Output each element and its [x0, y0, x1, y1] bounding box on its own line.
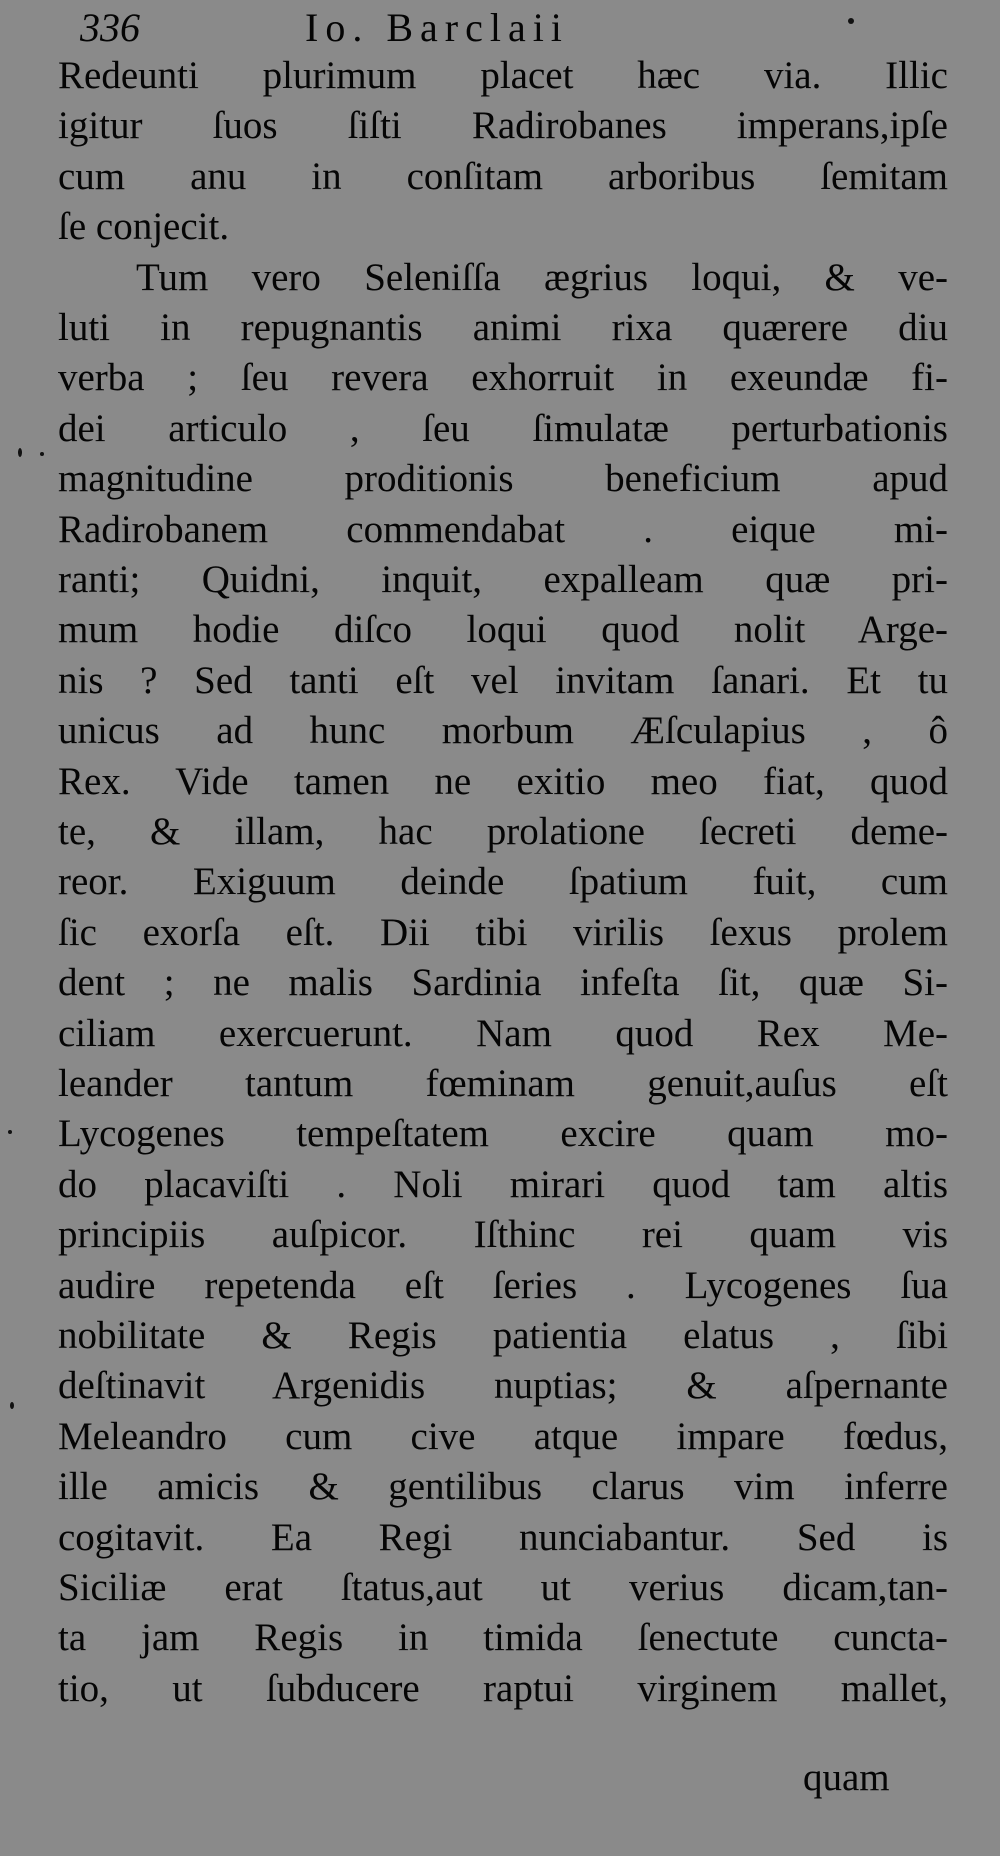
text-line: ſe conjecit.: [58, 205, 230, 249]
scan-speck: [40, 452, 44, 456]
running-head: Io. Barclaii: [305, 5, 569, 50]
text-line: do placaviſti . Noli mirari quod tam altis: [58, 1162, 948, 1206]
text-line: nobilitate & Regis patientia elatus , ſibi: [58, 1314, 948, 1357]
text-line: Redeunti plurimum placet hæc via. Illic: [58, 54, 948, 97]
page-number: 336: [80, 5, 140, 50]
text-line: Rex. Vide tamen ne exitio meo fiat, quod: [58, 759, 948, 803]
text-line: cum anu in conſitam arboribus ſemitam: [58, 154, 948, 198]
text-line: cogitavit. Ea Regi nunciabantur. Sed is: [58, 1515, 948, 1559]
text-line: Tum vero Seleniſſa ægrius loqui, & ve-: [136, 255, 948, 299]
text-line: ta jam Regis in timida ſenectute cuncta-: [58, 1616, 948, 1660]
scan-speck: [8, 1130, 12, 1134]
text-line: dent ; ne malis Sardinia infeſta ſit, quæ Si-: [58, 961, 948, 1005]
page-header: [80, 2, 780, 54]
text-line: igitur ſuos ſiſti Radirobanes imperans,ipſe: [58, 104, 948, 148]
text-line: te, & illam, hac prolatione ſecreti deme-: [58, 810, 948, 853]
text-line: reor. Exiguum deinde ſpatium fuit, cum: [58, 860, 948, 904]
text-line: ille amicis & gentilibus clarus vim inferre: [58, 1465, 948, 1509]
text-line: unicus ad hunc morbum Æſculapius , ô: [58, 709, 948, 753]
text-line: Lycogenes tempeſtatem excire quam mo-: [58, 1112, 948, 1156]
text-line: dei articulo , ſeu ſimulatæ perturbationis: [58, 406, 948, 450]
text-line: tio, ut ſubducere raptui virginem mallet,: [58, 1666, 948, 1710]
scan-speck: [18, 448, 22, 457]
text-line: Meleandro cum cive atque impare fœdus,: [58, 1414, 948, 1458]
text-line: leander tantum fœminam genuit,auſus eſt: [58, 1062, 948, 1105]
text-line: nis ? Sed tanti eſt vel invitam ſanari. Et tu: [58, 658, 948, 702]
scan-speck: [10, 1402, 14, 1409]
text-line: luti in repugnantis animi rixa quærere diu: [58, 306, 948, 349]
text-line: mum hodie diſco loqui quod nolit Arge-: [58, 608, 948, 652]
text-line: Radirobanem commendabat . eique mi-: [58, 507, 948, 551]
catchword: quam: [803, 1756, 890, 1799]
scan-speck: [848, 18, 854, 24]
text-line: ranti; Quidni, inquit, expalleam quæ pri-: [58, 558, 948, 601]
text-line: principiis auſpicor. Iſthinc rei quam vis: [58, 1213, 948, 1257]
text-line: Siciliæ erat ſtatus,aut ut verius dicam,tan-: [58, 1566, 948, 1609]
text-line: verba ; ſeu revera exhorruit in exeundæ fi-: [58, 356, 948, 400]
text-line: ſic exorſa eſt. Dii tibi virilis ſexus prolem: [58, 910, 948, 954]
text-line: deſtinavit Argenidis nuptias; & aſpernante: [58, 1364, 948, 1408]
text-line: ciliam exercuerunt. Nam quod Rex Me-: [58, 1011, 948, 1055]
text-line: audire repetenda eſt ſeries . Lycogenes ſua: [58, 1263, 948, 1307]
text-line: magnitudine proditionis beneficium apud: [58, 457, 948, 501]
